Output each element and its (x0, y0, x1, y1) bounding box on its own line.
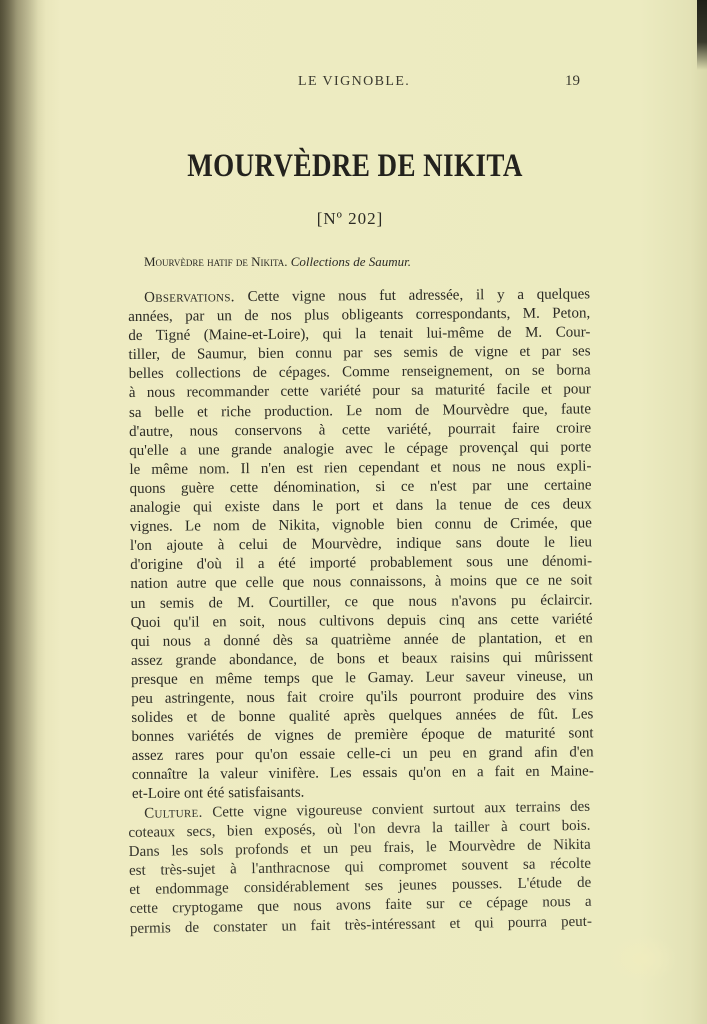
paragraph-line: coteaux secs, bien exposés, où l'on devra la tailler à court bois. (128, 817, 591, 842)
paragraph-line: nation autre que celle que nous connaissons, à moins que ce ne soit (130, 572, 593, 593)
paragraph-line: cette cryptogame que nous avons faite sur ce cépage nous a (129, 894, 592, 918)
paragraph-line: Culture. Cette vigne vigoureuse convient surtout aux terrains des (144, 798, 591, 822)
paragraph-line: analogie qui existe dans le port et dans la tenue de ces deux (129, 496, 592, 517)
running-head: LE VIGNOBLE. (298, 74, 411, 89)
paragraph-line: presque en même temps que le Gamay. Leur saveur vineuse, un (131, 668, 594, 688)
observations-paragraph (128, 285, 594, 804)
paragraph-line: et-Loire ont été satisfaisants. (131, 785, 305, 803)
paragraph-line: solides et de bonne qualité après quelques années de fût. Les (131, 706, 594, 727)
paragraph-line: Quoi qu'il en soit, nous cultivons depuis cinq ans cette variété (130, 610, 593, 631)
observations-lead: Observations. (144, 289, 235, 306)
paragraph-line: Observations. Cette vigne nous fut adressée, il y a quelques (144, 286, 591, 306)
paragraph-line: sa belle et riche production. Le nom de Mourvèdre que, faute (128, 400, 592, 421)
paragraph-line: le même nom. Il n'en est rien cependant et nous ne nous expli- (129, 458, 592, 478)
synonym-source: Collections de Saumur. (290, 254, 411, 269)
synonym-line (144, 254, 411, 270)
culture-lead: Culture. (144, 804, 203, 822)
paragraph-line: connaître la valeur vinifère. Les essais qu'on en a fait en Maine- (131, 763, 594, 784)
paragraph-line: Dans les sols profonds et un peu frais, le Mourvèdre de Nikita (128, 836, 591, 861)
page-title: MOURVÈDRE DE NIKITA (187, 148, 523, 184)
page-number: 19 (565, 73, 580, 89)
paragraph-line: tiller, de Saumur, bien connu par ses semis de vigne et par ses (128, 343, 591, 364)
paragraph-line: assez grande abondance, de bons et beaux raisins qui mûrissent (130, 649, 593, 669)
synonym-name: Mourvèdre hatif de Nikita. (144, 254, 288, 269)
paragraph-line: qui nous a donné dès sa quatrième année de plantation, et en (130, 630, 593, 650)
paragraph-line: de Tigné (Maine-et-Loire), qui la tenait lui-même de M. Cour- (128, 324, 591, 345)
paragraph-line: peu astringente, nous fait croire qu'ils pourront produire des vins (131, 687, 594, 707)
paragraph-line: vignes. Le nom de Nikita, vignoble bien connu de Crimée, que (129, 515, 592, 536)
paragraph-line: qu'elle a une grande analogie avec le cépage provençal qui porte (129, 439, 592, 459)
paragraph-line: un semis de M. Courtiller, ce que nous n'avons pu éclaircir. (130, 591, 593, 612)
paragraph-line: à nous recommander cette variété pour sa maturité facile et pour (128, 381, 591, 402)
paragraph-line: est très-sujet à l'anthracnose qui compromet souvent sa récolte (128, 856, 592, 880)
paragraph-line: quons guère cette dénomination, si ce n'est par une certaine (129, 477, 592, 497)
paragraph-line: permis de constater un fait très-intéressant et qui pourra peut- (129, 913, 593, 937)
paragraph-line: bonnes variétés de vignes de première époque de maturité sont (131, 725, 594, 746)
culture-paragraph (128, 798, 592, 939)
paragraph-line: assez rares pour qu'on essaie celle-ci un peu en grand afin d'en (131, 744, 594, 765)
paragraph-line: l'on ajoute à celui de Mourvèdre, indique sans doute le lieu (129, 534, 593, 555)
variety-number: [Nº 202] (316, 209, 384, 228)
paragraph-line: d'origine d'où il a été importé probablement sous une dénomi- (130, 553, 593, 574)
paragraph-line: et endommage considérablement ses jeunes pousses. L'étude de (129, 875, 592, 899)
paragraph-line: d'autre, nous conservons à cette variété, pourrait faire croire (129, 420, 592, 440)
paragraph-line: belles collections de cépages. Comme renseignement, on se borna (128, 362, 591, 383)
paragraph-line: années, par un de nos plus obligeants correspondants, M. Peton, (128, 305, 591, 326)
